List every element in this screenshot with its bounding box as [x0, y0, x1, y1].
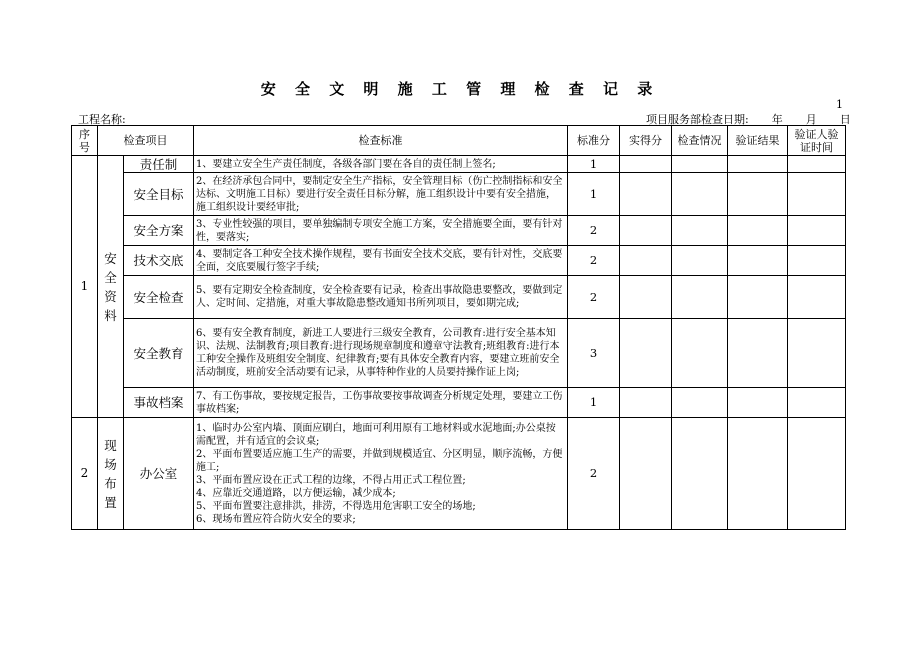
check-status-cell[interactable] [672, 388, 728, 418]
check-status-cell[interactable] [672, 216, 728, 246]
table-row [72, 173, 846, 216]
actual-score-cell[interactable] [620, 388, 672, 418]
check-item: 安全检查 [124, 276, 194, 319]
standard-score: 2 [568, 276, 620, 319]
verify-result-cell[interactable] [728, 246, 788, 276]
table-row [72, 246, 846, 276]
verify-result-cell[interactable] [728, 216, 788, 246]
verifier-time-cell[interactable] [788, 276, 846, 319]
header-standard: 检查标准 [194, 126, 568, 156]
table-row [72, 156, 846, 173]
table-row [72, 388, 846, 418]
verify-result-cell[interactable] [728, 156, 788, 173]
header-std-score: 标准分 [568, 126, 620, 156]
standard-score: 2 [568, 216, 620, 246]
project-name-label: 工程名称: [78, 113, 126, 126]
standard-line: 1、临时办公室内墙、顶面应刷白，地面可利用原有工地材料或水泥地面;办公桌按需配置，并有适宜的会议桌; [196, 422, 556, 447]
verify-result-cell[interactable] [728, 276, 788, 319]
group-name: 现场布置 [98, 418, 124, 530]
standard-line: 5、平面布置要注意排洪，排涝，不得选用危害职工安全的场地; [196, 500, 476, 512]
verifier-time-cell[interactable] [788, 319, 846, 388]
verifier-time-cell[interactable] [788, 246, 846, 276]
verifier-time-cell[interactable] [788, 388, 846, 418]
actual-score-cell[interactable] [620, 319, 672, 388]
standard-score: 1 [568, 156, 620, 173]
check-status-cell[interactable] [672, 156, 728, 173]
check-standard: 1、要建立安全生产责任制度，各级各部门要在各自的责任制上签名; [194, 156, 568, 173]
check-standard: 6、要有安全教育制度，新进工人要进行三级安全教育，公司教育:进行安全基本知识、法规、法制教育;项目教育:进行现场规章制度和遵章守法教育;班组教育:进行本工种安全操作及班组安全制度、纪律教育;要有具体安全教育内容，要建立班前安全活动制度，班前安全活动要有记录，从事特种作业的人员要持操作证上岗; [194, 319, 568, 388]
check-status-cell[interactable] [672, 246, 728, 276]
verifier-time-cell[interactable] [788, 173, 846, 216]
header-verifier-time: 验证人验证时间 [788, 126, 846, 156]
check-status-cell[interactable] [672, 276, 728, 319]
table-row [72, 319, 846, 388]
document-title: 安 全 文 明 施 工 管 理 检 查 记 录 [260, 80, 660, 98]
header-verify-result: 验证结果 [728, 126, 788, 156]
check-standard [194, 418, 568, 530]
check-standard: 2、在经济承包合同中，要制定安全生产指标，安全管理目标（伤亡控制指标和安全达标、文明施工目标）要进行安全责任目标分解，施工组织设计中要有安全措施，施工组织设计要经审批; [194, 173, 568, 216]
table-row [72, 276, 846, 319]
check-standard: 5、要有定期安全检查制度，安全检查要有记录，检查出事故隐患要整改，要做到定人、定时间、定措施，对重大事故隐患整改通知书所列项目，要如期完成; [194, 276, 568, 319]
actual-score-cell[interactable] [620, 156, 672, 173]
header-actual-score: 实得分 [620, 126, 672, 156]
check-item: 安全目标 [124, 173, 194, 216]
check-standard: 3、专业性较强的项目，要单独编制专项安全施工方案，安全措施要全面，要有针对性，要落实; [194, 216, 568, 246]
header-item: 检查项目 [98, 126, 194, 156]
verify-result-cell[interactable] [728, 319, 788, 388]
standard-line: 6、现场布置应符合防火安全的要求; [196, 513, 356, 525]
check-standard: 4、要制定各工种安全技术操作规程，要有书面安全技术交底，要有针对性，交底要全面，交底要履行签字手续; [194, 246, 568, 276]
check-item: 安全方案 [124, 216, 194, 246]
actual-score-cell[interactable] [620, 276, 672, 319]
date-year-label: 年 [771, 113, 783, 126]
inspection-table [71, 125, 846, 530]
date-day-label: 日 [839, 113, 851, 126]
actual-score-cell[interactable] [620, 216, 672, 246]
header-row [72, 126, 846, 156]
group-seq: 1 [72, 156, 98, 418]
group-name: 安全资料 [98, 156, 124, 418]
verify-result-cell[interactable] [728, 173, 788, 216]
standard-score: 2 [568, 246, 620, 276]
standard-score: 3 [568, 319, 620, 388]
inspection-date-label: 项目服务部检查日期: [646, 113, 749, 126]
check-item: 责任制 [124, 156, 194, 173]
verifier-time-cell[interactable] [788, 156, 846, 173]
actual-score-cell[interactable] [620, 246, 672, 276]
check-standard: 7、有工伤事故，要按规定报告，工伤事故要按事故调查分析规定处理，要建立工伤事故档案; [194, 388, 568, 418]
standard-line: 2、平面布置要适应施工生产的需要，并做到规模适宜、分区明显，顺序流畅，方便施工; [196, 448, 563, 473]
verify-result-cell[interactable] [728, 388, 788, 418]
standard-line: 4、应靠近交通道路，以方便运输，减少成本; [196, 487, 396, 499]
actual-score-cell[interactable] [620, 173, 672, 216]
standard-score: 1 [568, 388, 620, 418]
header-seq: 序号 [72, 126, 98, 156]
check-status-cell[interactable] [672, 173, 728, 216]
table-row [72, 418, 846, 530]
check-item: 事故档案 [124, 388, 194, 418]
check-item: 安全教育 [124, 319, 194, 388]
date-month-label: 月 [805, 113, 817, 126]
check-item: 办公室 [124, 418, 194, 530]
verify-result-cell[interactable] [728, 418, 788, 530]
verifier-time-cell[interactable] [788, 418, 846, 530]
group-seq: 2 [72, 418, 98, 530]
actual-score-cell[interactable] [620, 418, 672, 530]
verifier-time-cell[interactable] [788, 216, 846, 246]
standard-score: 1 [568, 173, 620, 216]
standard-line: 3、平面布置应设在正式工程的边缘，不得占用正式工程位置; [196, 474, 466, 486]
page-number: 1 [836, 98, 843, 111]
header-check-status: 检查情况 [672, 126, 728, 156]
check-status-cell[interactable] [672, 319, 728, 388]
check-item: 技术交底 [124, 246, 194, 276]
check-status-cell[interactable] [672, 418, 728, 530]
table-row [72, 216, 846, 246]
standard-score: 2 [568, 418, 620, 530]
